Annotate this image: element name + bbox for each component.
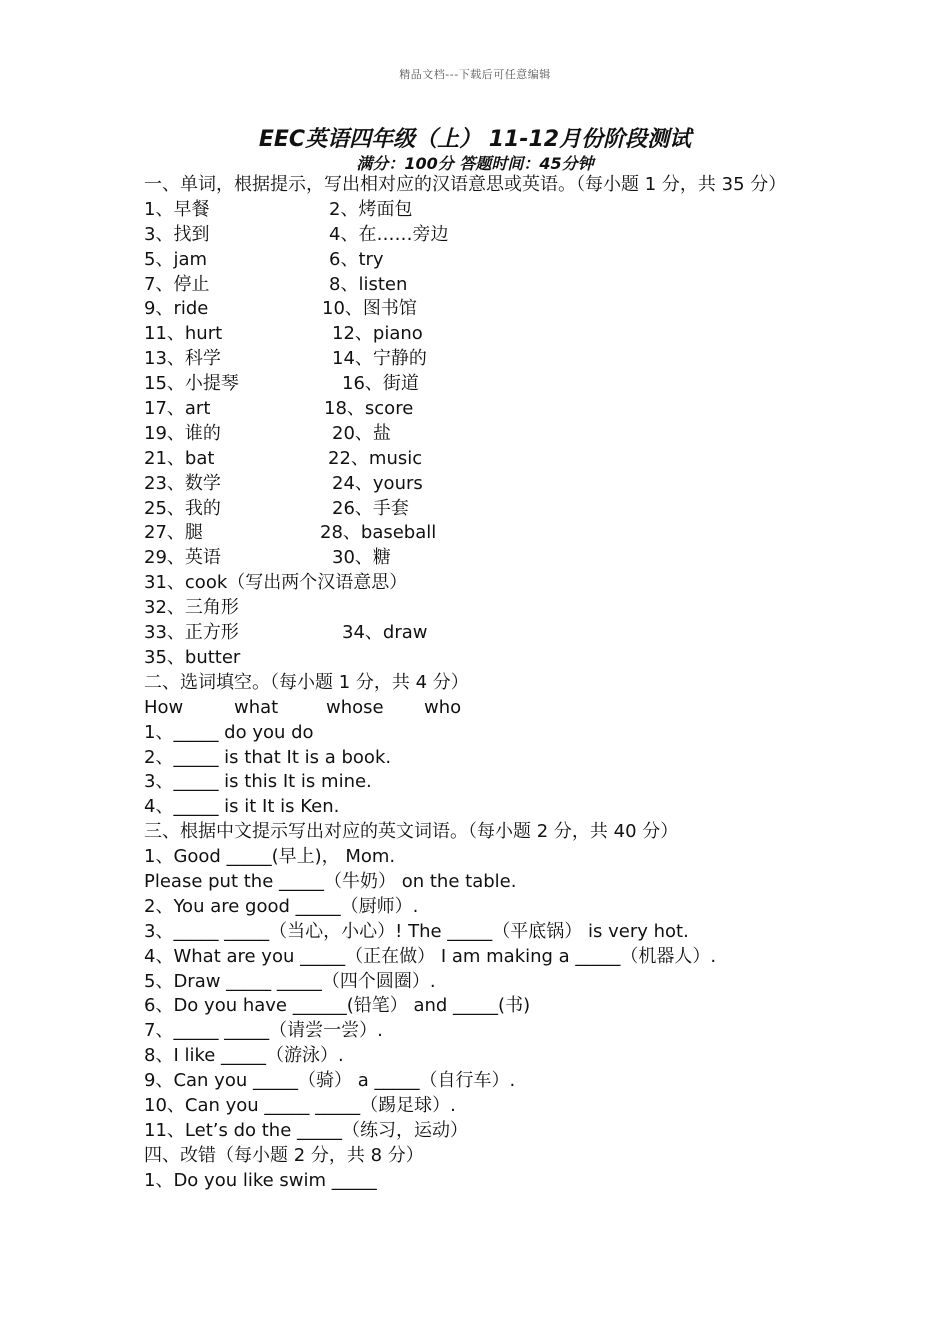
section1-item: 32、三角形	[144, 597, 239, 619]
section1-item: 31、cook（写出两个汉语意思）	[144, 572, 408, 594]
section3-item: 1、Good _____(早上)， Mom.	[144, 846, 396, 868]
section1-item: 2、烤面包	[329, 198, 413, 220]
section1-row	[144, 297, 824, 322]
section1-row	[144, 397, 824, 422]
section1-row	[144, 621, 824, 646]
word-bank-item: whose	[326, 696, 384, 718]
page-title: EEC英语四年级（上） 11-12月份阶段测试	[258, 127, 692, 152]
exam-content	[144, 173, 824, 1194]
section3-item: 11、Let’s do the _____（练习，运动）	[144, 1119, 468, 1141]
section1-item: 19、谁的	[144, 422, 221, 444]
section1-row	[144, 273, 824, 298]
section3-item: 7、_____ _____（请尝一尝）.	[144, 1020, 383, 1042]
section2-item: 1、_____ do you do	[144, 721, 314, 743]
section1-row	[144, 198, 824, 223]
section3-item: 9、Can you _____（骑） a _____（自行车）.	[144, 1070, 516, 1092]
section1-row	[144, 248, 824, 273]
section3-item: 6、Do you have ______(铅笔） and _____(书)	[144, 995, 531, 1017]
section1-item: 24、yours	[332, 472, 423, 494]
word-bank-item: How	[144, 696, 184, 718]
section1-item: 15、小提琴	[144, 373, 239, 395]
section1-row	[144, 322, 824, 347]
section1-item: 1、早餐	[144, 198, 210, 220]
section3-item: 8、I like _____（游泳）.	[144, 1045, 344, 1067]
section1-item: 16、街道	[342, 373, 419, 395]
section2-heading: 二、选词填空。（每小题 1 分，共 4 分）	[144, 671, 469, 693]
section1-row	[144, 472, 824, 497]
section3-item: Please put the _____（牛奶） on the table.	[144, 870, 517, 892]
section3-item: 4、What are you _____（正在做） I am making a _____（机器人）.	[144, 945, 717, 967]
word-bank-item: what	[234, 696, 279, 718]
section1-item: 12、piano	[332, 323, 423, 345]
section1-item: 9、ride	[144, 298, 209, 320]
section1-item: 27、腿	[144, 522, 203, 544]
section1-item: 26、手套	[332, 497, 409, 519]
section1-item: 3、找到	[144, 223, 210, 245]
page-subtitle: 满分：100分 答题时间：45分钟	[356, 154, 594, 173]
section3-item: 10、Can you _____ _____（踢足球）.	[144, 1094, 456, 1116]
header-note: 精品文档---下载后可任意编辑	[399, 68, 551, 81]
section1-row	[144, 447, 824, 472]
section3-item: 3、_____ _____（当心，小心）! The _____（平底锅） is very hot.	[144, 920, 689, 942]
section1-heading: 一、单词，根据提示，写出相对应的汉语意思或英语。（每小题 1 分，共 35 分）	[144, 174, 787, 195]
section4-heading: 四、改错（每小题 2 分，共 8 分）	[144, 1144, 424, 1166]
section1-item: 25、我的	[144, 497, 221, 519]
section1-item: 11、hurt	[144, 323, 223, 345]
section1-row	[144, 646, 824, 671]
section1-row	[144, 347, 824, 372]
section1-item: 5、jam	[144, 248, 208, 270]
section1-item: 18、score	[324, 398, 414, 420]
word-bank	[144, 696, 824, 721]
section1-item: 34、draw	[342, 622, 428, 644]
section1-row	[144, 497, 824, 522]
section1-item: 22、music	[328, 447, 423, 469]
section3-item: 5、Draw _____ _____（四个圆圈）.	[144, 970, 436, 992]
section1-item: 35、butter	[144, 646, 241, 668]
section2-item: 2、_____ is that It is a book.	[144, 746, 392, 768]
section1-item: 29、英语	[144, 547, 221, 569]
section2-item: 3、_____ is this It is mine.	[144, 771, 372, 793]
section3-item: 2、You are good _____（厨师）.	[144, 895, 419, 917]
section1-item: 23、数学	[144, 472, 221, 494]
section1-item: 7、停止	[144, 273, 210, 295]
section1-items	[144, 198, 824, 671]
section1-item: 17、art	[144, 398, 211, 420]
section1-item: 10、图书馆	[322, 298, 417, 320]
section1-row	[144, 521, 824, 546]
section1-row	[144, 372, 824, 397]
section1-row	[144, 596, 824, 621]
section1-item: 33、正方形	[144, 622, 239, 644]
section4-item: 1、Do you like swim _____	[144, 1169, 377, 1191]
section1-row	[144, 422, 824, 447]
section1-item: 21、bat	[144, 447, 215, 469]
section1-item: 8、listen	[329, 273, 408, 295]
section1-row	[144, 546, 824, 571]
section3-heading: 三、根据中文提示写出对应的英文词语。（每小题 2 分，共 40 分）	[144, 821, 679, 843]
word-bank-item: who	[424, 696, 462, 718]
section1-item: 30、糖	[332, 547, 391, 569]
section1-item: 20、盐	[332, 422, 391, 444]
section1-row	[144, 571, 824, 596]
section1-item: 6、try	[329, 248, 384, 270]
section1-row	[144, 223, 824, 248]
section1-item: 13、科学	[144, 348, 221, 370]
section1-item: 4、在……旁边	[329, 223, 449, 245]
section1-item: 28、baseball	[320, 522, 437, 544]
section2-item: 4、_____ is it It is Ken.	[144, 796, 340, 818]
section1-item: 14、宁静的	[332, 348, 427, 370]
